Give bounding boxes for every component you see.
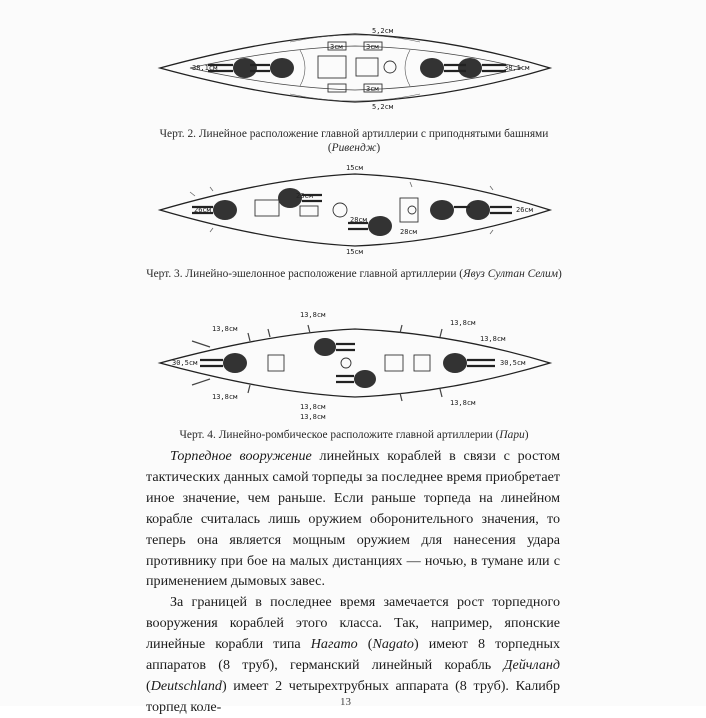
- paragraph-torpedo: [146, 446, 560, 592]
- caption-3-end: ): [557, 268, 562, 280]
- caption-2-end: ): [376, 142, 381, 154]
- ship-diagram-rhombic: [150, 305, 560, 423]
- caption-4-ship: Пари: [499, 429, 525, 441]
- fig3-label-top: 15см: [346, 164, 363, 172]
- fig3-label-bottom: 15см: [346, 248, 363, 256]
- caption-3-ship: Явуз Султан Селим: [463, 268, 558, 280]
- caption-2-ship: Ривендж: [331, 142, 377, 154]
- fig4-label-3: 13,8см: [450, 319, 476, 327]
- fig3-label-wing3: 28см: [400, 228, 417, 236]
- body-text: [146, 446, 560, 718]
- page-number: 13: [340, 696, 351, 708]
- paragraph-1-text: линейных кораблей в связи с ростом тактических данных самой торпеды за последнее время приобретает иное значение, чем раньше. Если раньше торпеда на линейном корабле считалась лишь оружием оборонительного значения, то теперь она является мощным оружием для нанесения удара противнику при бое на малых дистанциях — ночью, в тумане или с применением дымовых завес.: [146, 448, 560, 590]
- ship-nagato-ru: Нагато: [310, 636, 358, 653]
- figure-ship-rivenge: [150, 20, 560, 115]
- fig3-label-aft: 26см: [194, 206, 211, 214]
- fig2-label-a: 3см: [330, 43, 343, 51]
- figure-4-caption: [146, 428, 562, 442]
- fig4-label-6: 13,8см: [300, 403, 326, 411]
- paragraph-abroad: [146, 592, 560, 717]
- caption-4-end: ): [524, 429, 529, 441]
- fig4-label-4: 13,8см: [480, 335, 506, 343]
- ship-nagato-en: Nagato: [372, 636, 414, 653]
- figure-ship-pari: [150, 305, 560, 423]
- fig2-label-bottom: 5,2см: [372, 103, 394, 111]
- p2-b: (: [357, 636, 373, 653]
- caption-4-text: Черт. 4. Линейно-ромбическое расположите главной артиллерии (: [179, 429, 500, 441]
- fig2-label-top: 5,2см: [372, 27, 394, 35]
- fig4-label-5: 13,8см: [212, 393, 238, 401]
- p2-c: ) имеют 8 торпедных аппаратов (8 труб), германский линейный корабль: [146, 636, 561, 674]
- fig2-label-fore: 38,1см: [504, 64, 530, 72]
- fig3-label-fore: 26см: [516, 206, 533, 214]
- term-torpedo-armament: Торпедное вооружение: [170, 448, 312, 464]
- fig4-label-8: 13,8см: [300, 413, 326, 421]
- fig2-label-b: 3см: [366, 43, 379, 51]
- p2-d: (: [146, 677, 151, 694]
- p2-e: ) имеет 2 четырехтрубных аппарата (8 труб). Калибр торпед коле-: [146, 677, 560, 715]
- ship-diagram-linear: [150, 20, 560, 115]
- fig4-label-fore: 30,5см: [500, 359, 526, 367]
- figure-2-caption: [146, 127, 562, 155]
- ship-diagram-echelon: [150, 162, 560, 257]
- ship-deutschland-ru: Дейчланд: [503, 657, 560, 674]
- fig3-label-wing1: 28см: [296, 192, 313, 200]
- caption-3-text: Черт. 3. Линейно-эшелонное расположение главной артиллерии (: [146, 268, 464, 280]
- fig4-label-2: 13,8см: [212, 325, 238, 333]
- fig2-label-c: 3см: [366, 85, 379, 93]
- caption-2-text: Черт. 2. Линейное расположение главной артиллерии с приподнятыми башнями (: [159, 128, 549, 154]
- ship-deutschland-en: Deutschland: [150, 677, 222, 694]
- fig4-label-7: 13,8см: [450, 399, 476, 407]
- fig3-label-wing2: 28см: [350, 216, 367, 224]
- p2-a: За границей в последнее время замечается рост торпедного вооружения кораблей этого класса. Так, например, японские линейные корабли типа: [146, 594, 560, 653]
- fig4-label-aft: 30,5см: [172, 359, 198, 367]
- figure-ship-yavuz: [150, 162, 560, 257]
- fig2-label-aft: 38,1см: [192, 64, 218, 72]
- figure-3-caption: [146, 267, 562, 281]
- fig4-label-1: 13,8см: [300, 311, 326, 319]
